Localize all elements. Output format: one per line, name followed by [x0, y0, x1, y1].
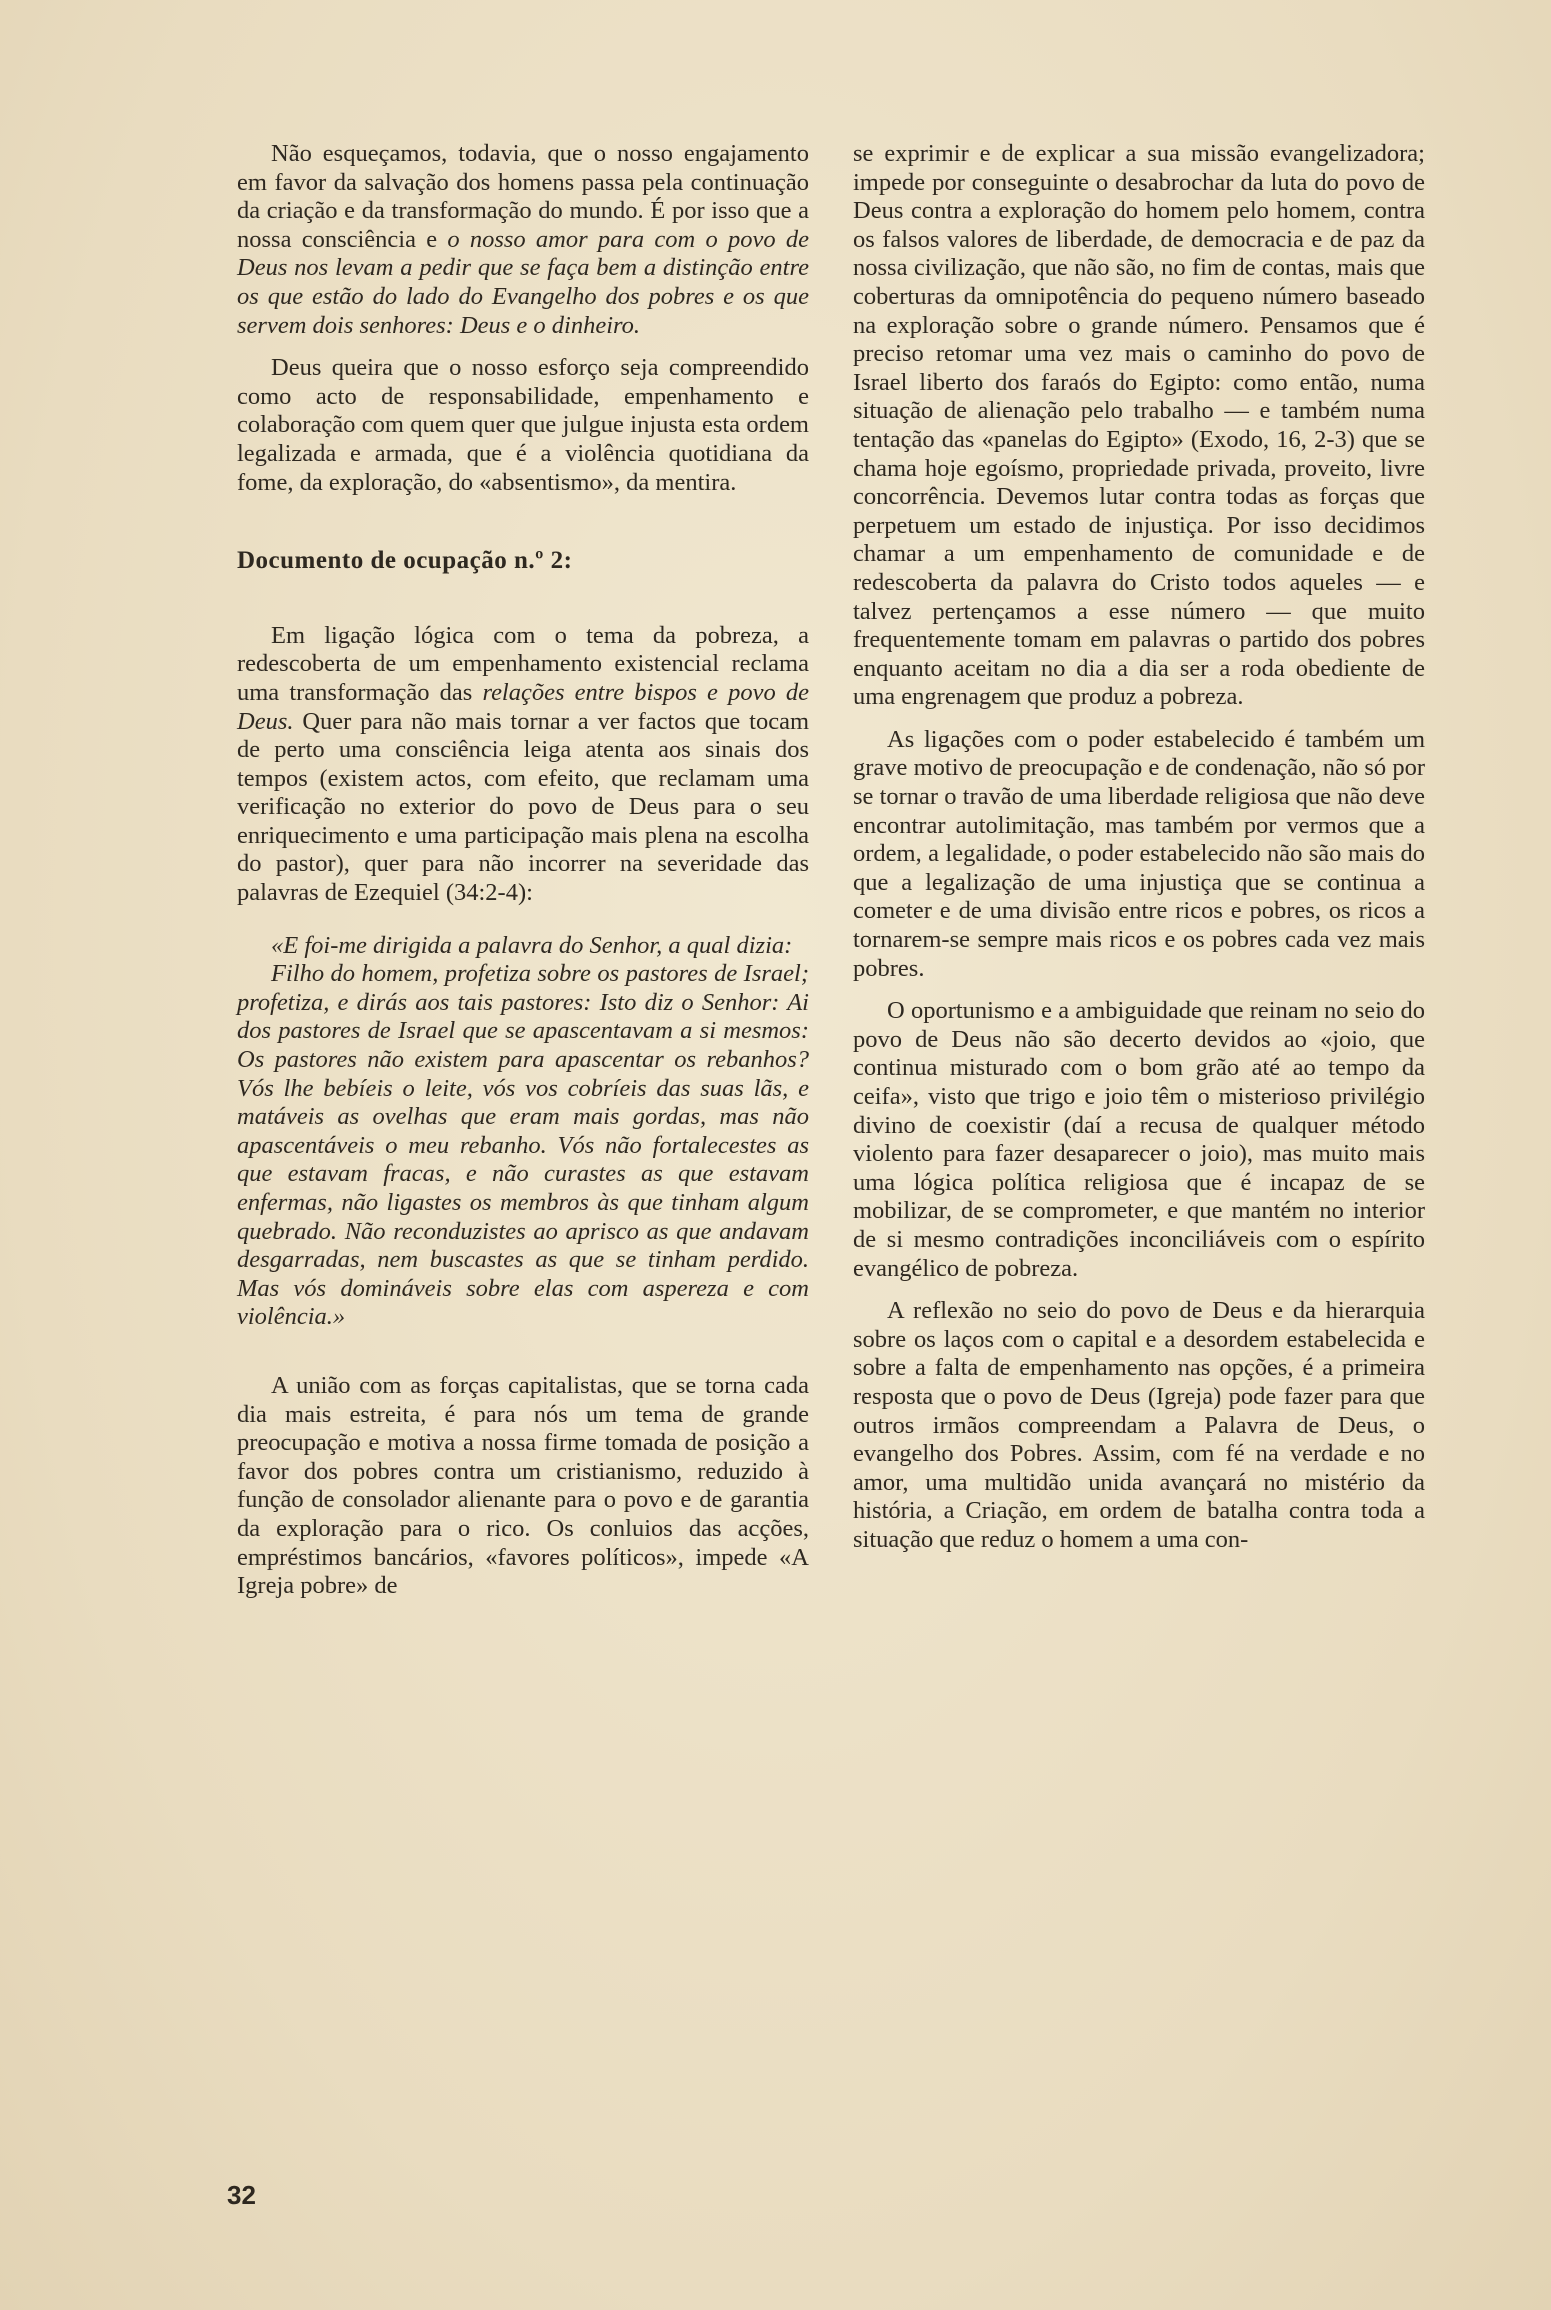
page-number: 32	[227, 2180, 256, 2210]
paragraph: Não esqueçamos, todavia, que o nosso engajamento em favor da salvação dos homens passa pela continuação da criação e da transformação do mundo. É por isso que a nossa consciência e o nosso amor para com o povo de Deus nos levam a pedir que se faça bem a distinção entre os que estão do lado do Evangelho dos pobres e os que servem dois senhores: Deus e o dinheiro.	[237, 140, 809, 339]
scripture-quote	[237, 932, 809, 1332]
quote-line: «E foi-me dirigida a palavra do Senhor, a qual dizia:	[271, 931, 793, 959]
section-heading: Documento de ocupação n.º 2:	[237, 547, 573, 575]
paragraph: se exprimir e de explicar a sua missão evangelizadora; impede por conseguinte o desabrochar da luta do povo de Deus contra a exploração do homem pelo homem, contra os falsos valores de liberdade, de democracia e de paz da nossa civilização, que não são, no fim de contas, mais que coberturas da omnipotência do pequeno número baseado na exploração sobre o grande número. Pensamos que é preciso retomar uma vez mais o caminho do povo de Israel liberto dos faraós do Egipto: como então, numa situação de alienação pelo trabalho — e também numa tentação das «panelas do Egipto» (Exodo, 16, 2-3) que se chama hoje egoísmo, propriedade privada, proveito, livre concorrência. Devemos lutar contra todas as forças que perpetuem um estado de injustiça. Por isso decidimos chamar a um empenhamento de comunidade e de redescoberta da palavra do Cristo todos aqueles — e talvez pertençamos a esse número — que muito frequentemente tomam em palavras o partido dos pobres enquanto aceitam no dia a dia ser a roda obediente de uma engrenagem que produz a pobreza.	[853, 140, 1425, 711]
paragraph: A união com as forças capitalistas, que se torna cada dia mais estreita, é para nós um tema de grande preocupação e motiva a nossa firme tomada de posição a favor dos pobres contra um cristianismo, reduzido à função de consolador alienante para o povo e de garantia da exploração para o rico. Os conluios das acções, empréstimos bancários, «favores políticos», impede «A Igreja pobre» de	[237, 1371, 809, 1600]
paragraph: Em ligação lógica com o tema da pobreza, a redescoberta de um empenhamento existencial reclama uma transformação das relações entre bispos e povo de Deus. Quer para não mais tornar a ver factos que tocam de perto uma consciência leiga atenta aos sinais dos tempos (existem actos, com efeito, que reclamam uma verificação no exterior do povo de Deus para o seu enriquecimento e uma participação mais plena na escolha do pastor), quer para não incorrer na severidade das palavras de Ezequiel (34:2-4):	[237, 621, 809, 907]
right-column	[853, 140, 1425, 1569]
paragraph: O oportunismo e a ambiguidade que reinam no seio do povo de Deus não são decerto devidos ao «joio, que continua misturado com o bom grão até ao tempo da ceifa», visto que trigo e joio têm o misterioso privilégio divino de coexistir (daí a recusa de qualquer método violento para fazer desaparecer o joio), mas muito mais uma lógica política religiosa que é incapaz de se mobilizar, de se comprometer, e que mantém no interior de si mesmo contradições inconciliáveis com o espírito evangélico de pobreza.	[853, 997, 1425, 1282]
quote-line: Filho do homem, profetiza sobre os pastores de Israel; profetiza, e dirás aos tais pastores: Isto diz o Senhor: Ai dos pastores de Israel que se apascentavam a si mesmos: Os pastores não existem para apascentar os rebanhos? Vós lhe bebíeis o leite, vós vos cobríeis das suas lãs, e matáveis as ovelhas que eram mais gordas, mas não apascentáveis o meu rebanho. Vós não fortalecestes as que estavam fracas, e não curastes as que estavam enfermas, não ligastes os membros às que tinham algum quebrado. Não reconduzistes ao aprisco as que andavam desgarradas, nem buscastes as que se tinham perdido. Mas vós domináveis sobre elas com aspereza e com violência.»	[237, 960, 809, 1331]
paragraph: A reflexão no seio do povo de Deus e da hierarquia sobre os laços com o capital e a desordem estabelecida e sobre a falta de empenhamento nas opções, é a primeira resposta que o povo de Deus (Igreja) pode fazer para que outros irmãos compreendam a Palavra de Deus, o evangelho dos Pobres. Assim, com fé na verdade e no amor, uma multidão unida avançará no mistério da história, a Criação, em ordem de batalha contra toda a situação que reduz o homem a uma con-	[853, 1297, 1425, 1553]
paragraph: As ligações com o poder estabelecido é também um grave motivo de preocupação e de condenação, não só por se tornar o travão de uma liberdade religiosa que não deve encontrar autolimitação, mas também por vermos que a ordem, a legalidade, o poder estabelecido não são mais do que a legalização de uma injustiça que se continua a cometer e de uma divisão entre ricos e pobres, os ricos a tornarem-se sempre mais ricos e os pobres cada vez mais pobres.	[853, 725, 1425, 982]
left-column	[237, 140, 809, 1615]
paragraph: Deus queira que o nosso esforço seja compreendido como acto de responsabilidade, empenhamento e colaboração com quem quer que julgue injusta esta ordem legalizada e armada, que é a violência quotidiana da fome, da exploração, do «absentismo», da mentira.	[237, 354, 809, 496]
